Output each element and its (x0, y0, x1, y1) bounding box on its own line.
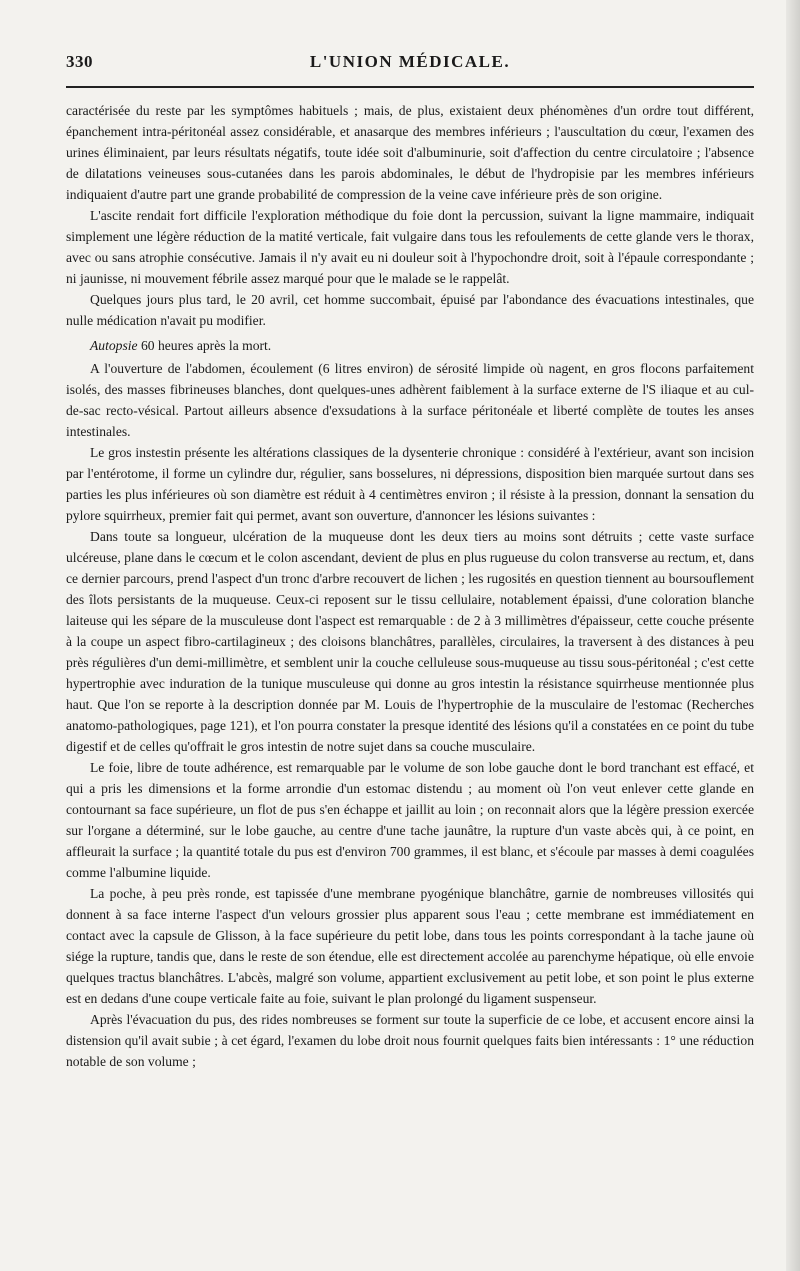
paragraph-death: Quelques jours plus tard, le 20 avril, cet homme succombait, épuisé par l'abondance des évacuations intestinales, que nulle médication n'avait pu modifier. (66, 292, 754, 328)
body-text (66, 100, 754, 1072)
paragraph-evacuation: Après l'évacuation du pus, des rides nombreuses se forment sur toute la superficie de ce lobe, et accusent encore ainsi la distension qu'il avait subie ; à cet égard, l'examen du lobe droit nous fournit quelques faits bien intéressants : 1° une réduction notable de son volume ; (66, 1012, 754, 1069)
autopsy-label: Autopsie (90, 338, 138, 353)
header-rule (66, 86, 754, 88)
page-edge-shadow (786, 0, 800, 1271)
autopsy-heading (66, 335, 754, 356)
paragraph-foie: Le foie, libre de toute adhérence, est remarquable par le volume de son lobe gauche dont le bord tranchant est effacé, et qui a pris les dimensions et la forme arrondie d'un estomac distendu ; au moment où l'on veut enlever cette glande en contournant sa face supérieure, un flot de pus s'en échappe et jaillit au loin ; on reconnait alors que la légère pression exercée sur l'organe a déterminé, sur le lobe gauche, au centre d'une tache jaunâtre, la rupture d'un vaste abcès qui, à ce point, en affleurait la surface ; la quantité totale du pus est d'environ 700 grammes, il est blanc, et s'écoule par masses à demi coagulées comme l'albumine liquide. (66, 760, 754, 880)
page-header (66, 52, 754, 82)
paragraph-ascite: L'ascite rendait fort difficile l'exploration méthodique du foie dont la percussion, suivant la ligne mammaire, indiquait simplement une légère réduction de la matité verticale, fait vulgaire dans tous les refoulements de cette glande vers le thorax, avec ou sans atrophie consécutive. Jamais il n'y avait eu ni douleur soit à l'hypochondre droit, soit à l'épaule correspondante ; ni jaunisse, ni mouvement fébrile assez marqué pour que le malade se le rappelât. (66, 208, 754, 286)
page-number: 330 (66, 52, 93, 71)
paragraph-continuation: caractérisée du reste par les symptômes habituels ; mais, de plus, existaient deux phénomènes d'un ordre tout différent, épanchement intra-péritonéal assez considérable, et anasarque des membres inférieurs ; l'auscultation du cœur, l'examen des urines éliminaient, par leurs résultats négatifs, toute idée soit d'albuminurie, soit d'affection du centre circulatoire ; l'absence de dilatations veineuses sous-cutanées dans les parois abdominales, le début de l'hydropisie par les membres inférieurs indiquaient d'autre part une grande probabilité de compression de la veine cave inférieure près de son origine. (66, 103, 754, 202)
paragraph-gros-intestin: Le gros instestin présente les altérations classiques de la dysenterie chronique : considéré à l'extérieur, avant son incision par l'entérotome, il forme un cylindre dur, régulier, sans bosselures, ni dépressions, disposition bien marquée surtout dans ses parties les plus inférieures où son diamètre est réduit à 4 centimètres environ ; il résiste à la pression, donnant la sensation du pylore squirrheux, premier fait qui permet, avant son ouverture, d'annoncer les lésions suivantes : (66, 445, 754, 523)
paragraph-ulceration: Dans toute sa longueur, ulcération de la muqueuse dont les deux tiers au moins sont détruits ; cette vaste surface ulcéreuse, plane dans le cœcum et le colon ascendant, devient de plus en plus rugueuse du colon transverse au rectum, et, dans ce dernier parcours, prend l'aspect d'un tronc d'arbre recouvert de lichen ; les rugosités en question tiennent au boursouflement des îlots persistants de la muqueuse. Ceux-ci reposent sur le tissu cellulaire, notablement épaissi, d'une coloration blanche laiteuse qui les sépare de la musculeuse dont l'aspect est remarquable : de 2 à 3 millimètres d'épaisseur, cette couche présente à la coupe un aspect fibro-cartilagineux ; des cloisons blanchâtres, parallèles, circulaires, la traversent à des distances à peu près régulières d'un demi-millimètre, et semblent unir la couche celluleuse sous-muqueuse au tissu sous-péritonéal ; c'est cette hypertrophie avec induration de la tunique musculeuse qui donne au gros intestin la résistance squirrheuse mentionnée plus haut. Que l'on se reporte à la description donnée par M. Louis de l'hypertrophie de la musculaire de l'estomac (Recherches anatomo-pathologiques, page 121), et l'on pourra constater la presque identité des lésions qu'il a constatées en ce point du tube digestif et de celles qu'offrait le gros intestin de notre sujet dans sa couche musculaire. (66, 529, 754, 754)
paragraph-poche: La poche, à peu près ronde, est tapissée d'une membrane pyogénique blanchâtre, garnie de nombreuses villosités qui donnent à sa face interne l'aspect d'un velours grossier plus apparent sous l'eau ; cette membrane est immédiatement en contact avec la capsule de Glisson, à la face supérieure du petit lobe, dans tous les points correspondant à la tache jaune où siége la rupture, tandis que, dans le reste de son étendue, elle est directement accolée au parenchyme hépatique, où elle envoie quelques tractus blanchâtres. L'abcès, malgré son volume, appartient exclusivement au petit lobe, et son point le plus externe est en dedans d'une coupe verticale faite au foie, suivant le plan prolongé du ligament suspenseur. (66, 886, 754, 1006)
running-title: L'UNION MÉDICALE. (309, 52, 511, 71)
paragraph-abdomen: A l'ouverture de l'abdomen, écoulement (6 litres environ) de sérosité limpide où nagent, en gros flocons parfaitement isolés, des masses fibrineuses blanches, dont quelques-unes adhèrent faiblement à la surface externe de l'S iliaque et au cul-de-sac recto-vésical. Partout ailleurs absence d'exsudations à la surface péritonéale et liberté complète de toutes les anses intestinales. (66, 361, 754, 439)
autopsy-text: 60 heures après la mort. (137, 338, 272, 353)
